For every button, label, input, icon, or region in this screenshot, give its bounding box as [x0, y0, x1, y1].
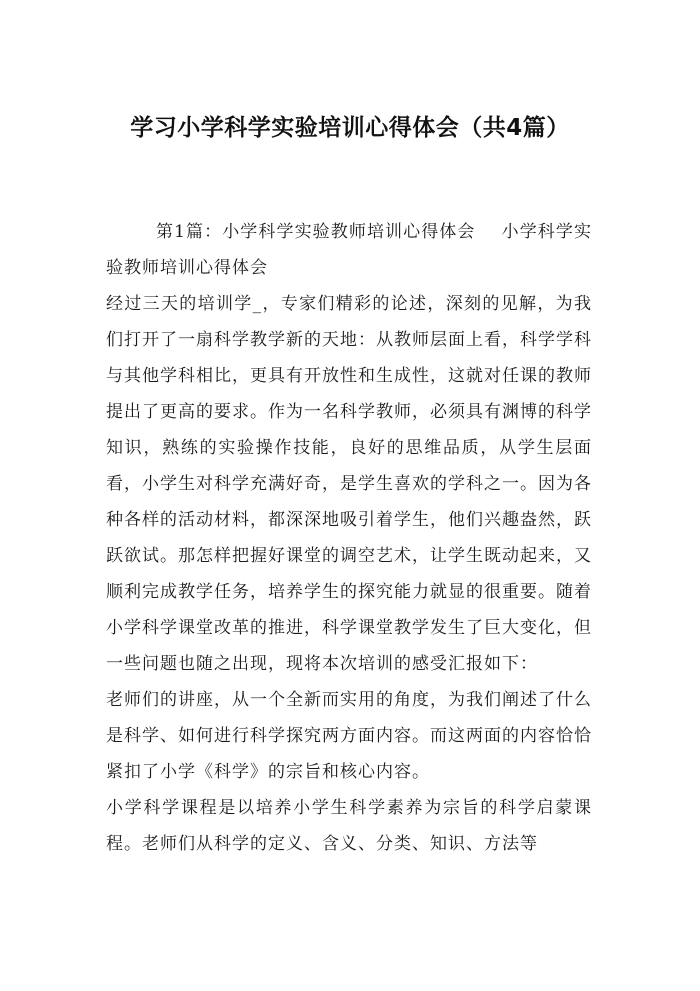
paragraph-3: 小学科学课程是以培养小学生科学素养为宗旨的科学启蒙课程。老师们从科学的定义、含义、分类、知识、方法等	[106, 798, 592, 854]
paragraph-2: 老师们的讲座，从一个全新而实用的角度，为我们阐述了什么是科学、如何进行科学探究两方面内容。而这两面的内容恰恰紧扣了小学《科学》的宗旨和核心内容。	[106, 690, 592, 782]
section-heading-line	[106, 214, 592, 286]
document-title: 学习小学科学实验培训心得体会（共4篇）	[130, 115, 570, 141]
paragraph-1: 经过三天的培训学_，专家们精彩的论述，深刻的见解，为我们打开了一扇科学教学新的天地：从教师层面上看，科学学科与其他学科相比，更具有开放性和生成性，这就对任课的教师提出了更高的要求。作为一名科学教师，必须具有渊博的科学知识，熟练的实验操作技能，良好的思维品质，从学生层面看，小学生对科学充满好奇，是学生喜欢的学科之一。因为各种各样的活动材料，都深深地吸引着学生，他们兴趣盎然，跃跃欲试。那怎样把握好课堂的调空艺术，让学生既动起来，又顺利完成教学任务，培养学生的探究能力就显的很重要。随着小学科学课堂改革的推进，科学课堂教学发生了巨大变化，但一些问题也随之出现，现将本次培训的感受汇报如下：	[106, 294, 592, 674]
section-subheading: 小学科学实验教师培训心得体会	[106, 222, 592, 278]
section-heading: 第1篇：小学科学实验教师培训心得体会	[156, 222, 476, 242]
document-body	[106, 214, 592, 862]
